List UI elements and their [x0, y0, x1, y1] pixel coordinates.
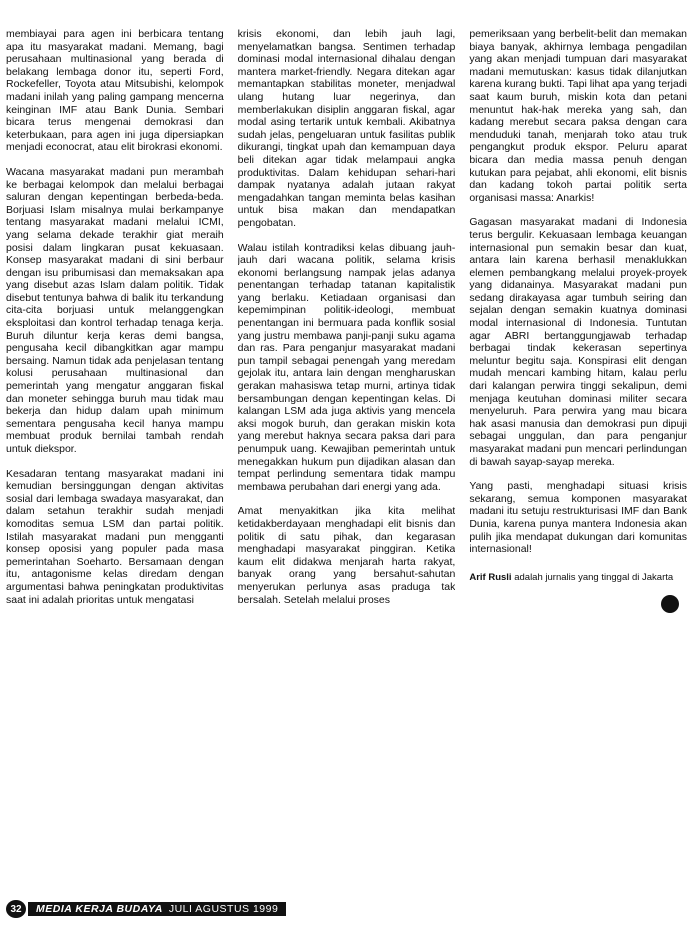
paragraph: Amat menyakitkan jika kita melihat ketidakberdayaan menghadapi elit bisnis dan politik di satu pihak, dan kegarasan menghadapi masyarakat pinggiran. Ketika kaum elit didakwa menjarah harta rakyat, banyak orang yang bersahut-sahutan menyerukan perlunya asas praduga tak bersalah. Setelah melalui proses	[237, 505, 456, 606]
end-mark-icon	[661, 595, 679, 613]
article-column-3	[469, 28, 687, 894]
issue-date: JULI AGUSTUS 1999	[168, 903, 279, 915]
paragraph: membiayai para agen ini berbicara tentang apa itu masyarakat madani. Memang, bagi perusahaan multinasional yang berada di belakang lembaga donor itu, seperti Ford, Rockefeller, Toyota atau Mitsubishi, kelompok madani inilah yang paling gampang mencerna keinginan IMF atau Bank Dunia. Sembari bicara terus mengenai demokrasi dan keterbukaan, para agen ini juga dipersiapkan menjadi econocrat, atau elit birokrasi ekonomi.	[6, 28, 224, 154]
paragraph: Walau istilah kontradiksi kelas dibuang jauh-jauh dari wacana politik, selama krisis ekonomi berlangsung nampak jelas adanya penentangan terhadap tatanan kapitalistik yang berlaku. Ketiadaan organisasi dan kepemimpinan politik-ideologi, membuat penentangan ini bermuara pada konflik sosial yang justru membawa panji-panji suku agama dan ras. Para penganjur masyarakat madani pun tampil sebagai penengah yang meredam gejolak itu, antara lain dengan mengharuskan gerakan mahasiswa tetap murni, artinya tidak bersambungan dengan kepentingan kelas. Di kalangan LSM ada juga aktivis yang mencela aksi mogok buruh, dan gerakan miskin kota yang merebut haknya secara paksa dari para penumpuk uang. Kewajiban pemerintah untuk menegakkan hukum pun dijadikan alasan dan tempat perlindung sementara tidak mampu membawa perubahan dari energi yang ada.	[237, 241, 456, 493]
paragraph: Wacana masyarakat madani pun merambah ke berbagai kelompok dan melalui berbagai saluran dengan kepentingan berbeda-beda. Borjuasi Islam misalnya mulai berkampanye tentang masyarakat madani melalui ICMI, yang selama dekade terakhir giat meraih posisi dalam lingkaran pusat kekuasaan. Konsep masyarakat madani di sini berbaur dengan isu pribumisasi dan memaksakan apa yang disebut azas Islam dalam politik. Tidak disebut tentunya bahwa di balik itu terkandung cita-cita borjuasi untuk melanggengkan eksploitasi dan kontrol terhadap tenaga kerja. Buruh diluntur kerja keras demi bangsa, pengusaha kecil dibangkitkan agar mampu bersaing. Namun tidak ada penjelasan tentang kolusi perusahaan multinasional dan pemerintah yang mengatur anggaran fiskal dan moneter sehingga buruh mau tidak mau bekerja dan hidup dalam upah minimum sementara pengusaha kecil hanya mampu membuat produk bernilai tambah rendah untuk diekspor.	[6, 165, 224, 455]
article-body	[6, 28, 687, 894]
article-column-2	[238, 28, 456, 894]
page-footer	[6, 900, 426, 918]
paragraph: pemeriksaan yang berbelit-belit dan memakan biaya banyak, akhirnya lembaga pengadilan yang akan menjadi tumpuan dari masyarakat madani memutuskan: kasus tidak dilanjutkan karena kurang bukti. Tapi lihat apa yang terjadi saat kaum buruh, miskin kota dan petani menuntut hak-hak mereka yang sah, dan kadang merebut secara paksa dengan cara menduduki tanah, menjarah toko atau truk pengangkut produk ekspor. Peluru aparat bicara dan media massa penuh dengan kutukan para pejabat, ahli ekonomi, elit bisnis dan kadang tokoh partai politik serta organisasi massa: Anarkis!	[469, 28, 688, 204]
author-description: adalah jurnalis yang tinggal di Jakarta	[511, 571, 674, 583]
paragraph: Kesadaran tentang masyarakat madani ini kemudian bersinggungan dengan aktivitas sosial dari lembaga swadaya masyarakat, dan dalam setahun terakhir sudah menjadi komoditas semua LSM dan partai politik. Istilah masyarakat madani pun mengganti konsep oposisi yang populer pada masa pemerintahan Soeharto. Bersamaan dengan itu, antagonisme kelas diredam dengan argumentasi bahwa peningkatan produktivitas saat ini adalah prioritas untuk mengatasi	[6, 467, 224, 606]
page-number: 32	[6, 900, 26, 918]
paragraph: Yang pasti, menghadapi situasi krisis sekarang, semua komponen masyarakat madani itu setuju restrukturisasi IMF dan Bank Dunia, karena punya mantera Indonesia akan pulih jika mendapat dukungan dari komunitas internasional!	[469, 480, 688, 556]
article-column-1	[6, 28, 224, 894]
magazine-banner	[28, 902, 286, 916]
paragraph: Gagasan masyarakat madani di Indonesia terus bergulir. Kekuasaan lembaga keuangan internasional pun semakin besar dan kuat, antara lain karena berhasil menaklukkan elemen pembangkang melalui proyek-proyek yang didanainya. Masyarakat madani pun sedang dirakayasa agar tumbuh seiring dan sejalan dengan semakin kuatnya dominasi modal internasional di Indonesia. Tuntutan agar ABRI bertanggungjawab terhadap berbagai tindak kekerasan sepertinya meluntur begitu saja. Konspirasi elit dengan mudah mencari kambing hitam, kalau perlu dari kalangan perwira tinggi sekalipun, demi menjaga keutuhan dominasi militer secara menyeluruh. Para perwira yang mau bicara hak asasi manusia dan demokrasi pun dipuji sebagai unggulan, dan para penganjur masyarakat madani pun mencari perlindungan di bawah sayap-sayap mereka.	[469, 216, 688, 468]
author-name: Arif Rusli	[469, 571, 512, 583]
magazine-title: MEDIA KERJA BUDAYA	[36, 903, 163, 915]
author-byline	[469, 572, 687, 583]
paragraph: krisis ekonomi, dan lebih jauh lagi, menyelamatkan bangsa. Sentimen terhadap dominasi modal internasional dihalau dengan mantera market-friendly. Negara ditekan agar memantapkan stabilitas moneter, menjadwal ulang hutang luar negerinya, dan memberlakukan disiplin anggaran fiskal, agar modal asing tertarik untuk kembali. Akibatnya sudah jelas, pengeluaran untuk fasilitas publik dikurangi, tingkat upah dan kemampuan daya beli ditekan agar tidak melampaui angka produktivitas. Dalam kehidupan sehari-hari dampak nyatanya adalah jutaan rakyat mengadahkan tangan meminta belas kasihan untuk bisa makan dan mendapatkan pengobatan.	[237, 28, 456, 229]
